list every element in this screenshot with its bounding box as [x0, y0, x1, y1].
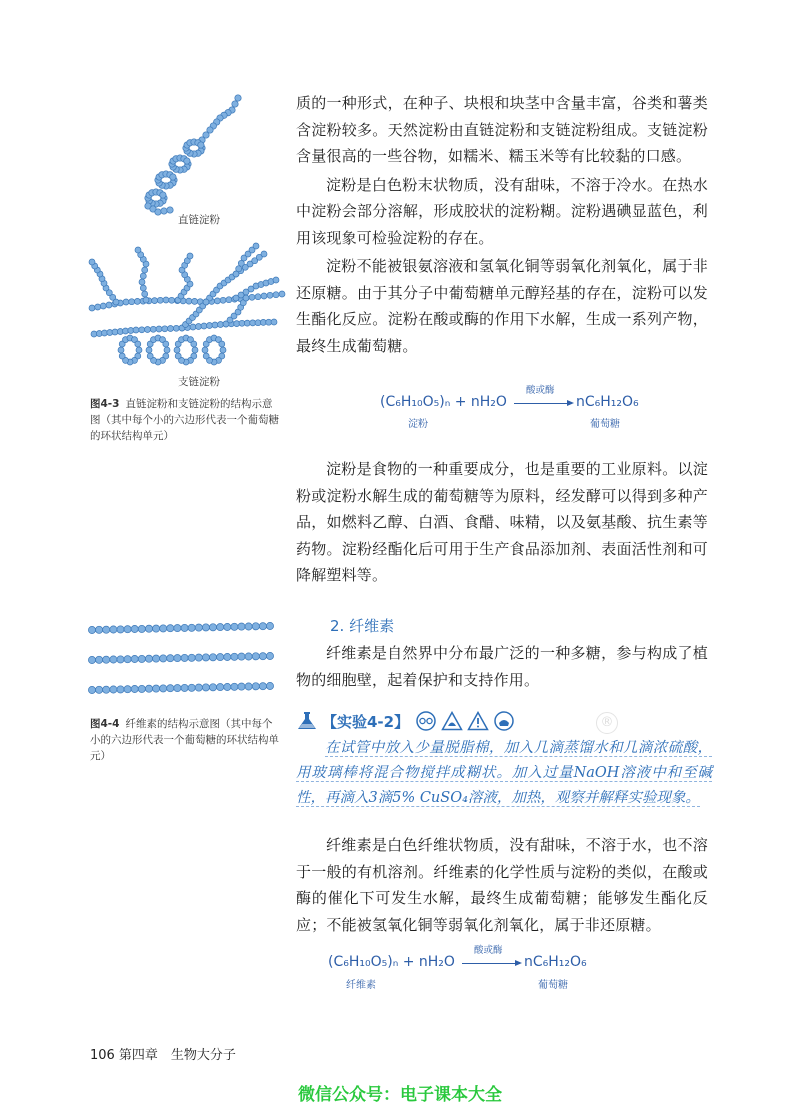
glucose-unit-icon	[188, 684, 195, 691]
glucose-unit-icon	[203, 299, 209, 305]
paragraph-cellulose-intro: 纤维素是自然界中分布最广泛的一种多糖，参与构成了植物的细胞壁，起着保护和支持作用。	[296, 644, 708, 689]
equation-condition: 酸或酶	[526, 385, 555, 396]
glucose-unit-icon	[131, 625, 138, 632]
glucose-unit-icon	[220, 297, 226, 303]
paragraph-starch-reactions: 淀粉不能被银氨溶液和氢氧化铜等弱氧化剂氧化，属于非还原糖。由于其分子中葡萄糖单元醇羟基的存在，淀粉可以发生酯化反应。淀粉在酸或酶的作用下水解，生成一系列产物，最终生成葡萄糖。	[296, 257, 708, 355]
caption-number: 图4-3	[90, 398, 120, 410]
glucose-unit-icon	[196, 324, 202, 330]
glucose-unit-icon	[131, 655, 138, 662]
glucose-unit-icon	[167, 655, 174, 662]
glucose-unit-icon	[259, 683, 266, 690]
cellulose-properties-block	[296, 832, 708, 938]
glucose-unit-icon	[217, 684, 224, 691]
glucose-unit-icon	[100, 303, 106, 309]
glucose-unit-icon	[218, 322, 224, 328]
glucose-unit-icon	[231, 623, 238, 630]
glucose-unit-icon	[167, 625, 174, 632]
glucose-unit-icon	[190, 324, 196, 330]
glucose-unit-icon	[219, 341, 225, 347]
glucose-unit-icon	[163, 297, 169, 303]
glucose-unit-icon	[117, 656, 124, 663]
glucose-unit-icon	[156, 326, 162, 332]
glucose-unit-icon	[181, 624, 188, 631]
glucose-unit-icon	[267, 292, 273, 298]
glucose-unit-icon	[224, 683, 231, 690]
glucose-unit-icon	[238, 623, 245, 630]
glucose-unit-icon	[245, 683, 252, 690]
glucose-unit-icon	[209, 624, 216, 631]
figure-4-4-caption	[90, 716, 280, 764]
glucose-unit-icon	[279, 291, 285, 297]
glucose-unit-icon	[145, 655, 152, 662]
glucose-unit-icon	[174, 685, 181, 692]
cellulose-intro-block	[296, 640, 708, 693]
glucose-unit-icon	[163, 341, 169, 347]
glucose-unit-icon	[188, 624, 195, 631]
glucose-unit-icon	[143, 297, 149, 303]
glucose-unit-icon	[89, 305, 95, 311]
paragraph-starch-properties: 淀粉是白色粉末状物质，没有甜味，不溶于冷水。在热水中淀粉会部分溶解，形成胶状的淀粉糊。淀粉遇碘显蓝色，利用该现象可检验淀粉的存在。	[296, 175, 708, 247]
caption-text: 纤维素的结构示意图（其中每个小的六边形代表一个葡萄糖的环状结构单元）	[90, 718, 279, 762]
paragraph-starch-uses: 淀粉是食物的一种重要成分，也是重要的工业原料。以淀粉或淀粉水解生成的葡萄糖等为原料，经发酵可以得到多种产品，如燃料乙醇、白酒、食醋、味精，以及氨基酸、抗生素等药物。淀粉经酯化后可用于生产食品添加剂、表面活性剂和可降解塑料等。	[296, 460, 708, 584]
glucose-unit-icon	[181, 654, 188, 661]
glucose-unit-icon	[139, 279, 145, 285]
glucose-unit-icon	[169, 297, 175, 303]
glucose-unit-icon	[134, 298, 140, 304]
glucose-unit-icon	[153, 685, 160, 692]
glucose-unit-icon	[136, 347, 142, 353]
glucose-unit-icon	[138, 625, 145, 632]
hazard-icon	[441, 711, 463, 731]
glucose-unit-icon	[106, 302, 112, 308]
page-footer	[90, 1044, 236, 1063]
caption-text: 直链淀粉和支链淀粉的结构示意图（其中每个小的六边形代表一个葡萄糖的环状结构单元）	[90, 398, 279, 442]
glucose-unit-icon	[174, 655, 181, 662]
equation-starch-hydrolysis	[380, 382, 640, 432]
glucose-unit-icon	[198, 142, 204, 148]
glucose-unit-icon	[238, 683, 245, 690]
glucose-unit-icon	[266, 652, 273, 659]
glucose-unit-icon	[139, 327, 145, 333]
glucose-unit-icon	[168, 326, 174, 332]
glucose-unit-icon	[202, 624, 209, 631]
goggles-icon	[415, 711, 437, 731]
page-number: 106	[90, 1048, 115, 1063]
equation-lhs: (C₆H₁₀O₅)ₙ + nH₂O	[380, 394, 507, 410]
glucose-unit-icon	[209, 684, 216, 691]
glucose-unit-icon	[153, 655, 160, 662]
glucose-unit-icon	[138, 655, 145, 662]
glucose-unit-icon	[161, 208, 167, 214]
glucose-unit-icon	[142, 267, 148, 273]
starch-uses-block	[296, 456, 708, 589]
glucose-unit-icon	[224, 653, 231, 660]
figure-4-3-caption	[90, 396, 280, 444]
glucose-unit-icon	[110, 626, 117, 633]
glucose-unit-icon	[252, 653, 259, 660]
glucose-unit-icon	[273, 292, 279, 298]
glucose-unit-icon	[184, 158, 190, 164]
starch-text-block	[296, 90, 708, 359]
experiment-4-2	[296, 708, 712, 811]
glucose-unit-icon	[117, 626, 124, 633]
glucose-unit-icon	[175, 353, 181, 359]
glucose-unit-icon	[160, 685, 167, 692]
handwash-icon	[493, 711, 515, 731]
glucose-unit-icon	[207, 323, 213, 329]
glucose-unit-icon	[119, 353, 125, 359]
glucose-unit-icon	[192, 347, 198, 353]
glucose-unit-icon	[147, 353, 153, 359]
experiment-header	[296, 708, 712, 734]
glucose-unit-icon	[160, 655, 167, 662]
glucose-unit-icon	[123, 299, 129, 305]
glucose-unit-icon	[88, 686, 95, 693]
glucose-unit-icon	[220, 347, 226, 353]
experiment-text	[296, 736, 712, 811]
caution-icon	[467, 711, 489, 731]
experiment-title: 【实验4-2】	[322, 712, 410, 731]
glucose-unit-icon	[273, 277, 279, 283]
glucose-unit-icon	[167, 207, 173, 213]
glucose-unit-icon	[252, 623, 259, 630]
glucose-unit-icon	[167, 685, 174, 692]
glucose-unit-icon	[261, 251, 267, 257]
equation-condition: 酸或酶	[474, 945, 503, 956]
glucose-unit-icon	[138, 685, 145, 692]
glucose-unit-icon	[245, 623, 252, 630]
glucose-unit-icon	[209, 654, 216, 661]
glucose-unit-icon	[110, 656, 117, 663]
glucose-unit-icon	[217, 624, 224, 631]
glucose-unit-icon	[146, 347, 152, 353]
chapter-title: 第四章 生物大分子	[118, 1048, 236, 1063]
glucose-unit-icon	[152, 298, 158, 304]
glucose-unit-icon	[245, 653, 252, 660]
equation-cellulose-hydrolysis	[328, 942, 588, 992]
glucose-unit-icon	[124, 626, 131, 633]
glucose-unit-icon	[89, 259, 95, 265]
glucose-unit-icon	[187, 253, 193, 259]
glucose-unit-icon	[157, 297, 163, 303]
paragraph-cellulose-properties: 纤维素是白色纤维状物质，没有甜味，不溶于水，也不溶于一般的有机溶剂。纤维素的化学性质与淀粉的类似，在酸或酶的催化下可发生水解，最终生成葡萄糖；能够发生酯化反应；不能被氢氧化铜等弱氧化剂氧化，属于非还原糖。	[296, 836, 708, 934]
glucose-unit-icon	[266, 682, 273, 689]
glucose-unit-icon	[253, 243, 259, 249]
glucose-unit-icon	[217, 654, 224, 661]
glucose-unit-icon	[174, 625, 181, 632]
label-amylopectin: 支链淀粉	[178, 376, 220, 388]
glucose-unit-icon	[266, 622, 273, 629]
glucose-unit-icon	[238, 653, 245, 660]
glucose-unit-icon	[103, 686, 110, 693]
glucose-unit-icon	[224, 623, 231, 630]
glucose-unit-icon	[124, 656, 131, 663]
equation-rhs-name: 葡萄糖	[538, 980, 568, 991]
glucose-unit-icon	[259, 623, 266, 630]
glucose-unit-icon	[192, 298, 198, 304]
glucose-unit-icon	[88, 656, 95, 663]
glucose-unit-icon	[164, 347, 170, 353]
glucose-unit-icon	[110, 686, 117, 693]
glucose-unit-icon	[181, 684, 188, 691]
glucose-unit-icon	[96, 686, 103, 693]
glucose-unit-icon	[202, 654, 209, 661]
experiment-procedure: 在试管中放入少量脱脂棉，加入几滴蒸馏水和几滴浓硫酸，用玻璃棒将混合物搅拌成糊状。加入过量NaOH溶液中和至碱性，再滴入3滴5% CuSO₄溶液，加热，观察并解释实验现象。	[296, 740, 712, 806]
glucose-unit-icon	[118, 347, 124, 353]
equation-lhs-name: 淀粉	[408, 419, 428, 430]
equation-rhs: nC₆H₁₂O₆	[524, 954, 587, 970]
glucose-unit-icon	[145, 685, 152, 692]
glucose-unit-icon	[160, 192, 166, 198]
caption-number: 图4-4	[90, 718, 120, 730]
glucose-unit-icon	[135, 341, 141, 347]
glucose-unit-icon	[160, 625, 167, 632]
glucose-unit-icon	[195, 654, 202, 661]
glucose-unit-icon	[202, 684, 209, 691]
experiment-flask-icon	[296, 711, 318, 731]
glucose-unit-icon	[170, 174, 176, 180]
glucose-unit-icon	[261, 293, 267, 299]
glucose-unit-icon	[155, 209, 161, 215]
cellulose-bead-chains	[88, 622, 273, 693]
glucose-unit-icon	[271, 319, 277, 325]
glucose-unit-icon	[96, 656, 103, 663]
equation-lhs-name: 纤维素	[346, 980, 376, 991]
glucose-unit-icon	[201, 323, 207, 329]
glucose-unit-icon	[232, 101, 238, 107]
glucose-unit-icon	[202, 347, 208, 353]
registered-mark: ®	[596, 712, 618, 734]
glucose-unit-icon	[231, 683, 238, 690]
glucose-unit-icon	[259, 653, 266, 660]
glucose-unit-icon	[131, 685, 138, 692]
glucose-unit-icon	[162, 326, 168, 332]
paragraph-starch-intro: 质的一种形式，在种子、块根和块茎中含量丰富，谷类和薯类含淀粉较多。天然淀粉由直链淀粉和支链淀粉组成。支链淀粉含量很高的一些谷物，如糯米、糯玉米等有比较黏的口感。	[296, 94, 708, 165]
glucose-unit-icon	[186, 298, 192, 304]
figure-4-3-illustration	[86, 88, 286, 388]
figure-4-4-illustration	[86, 616, 276, 706]
glucose-unit-icon	[135, 247, 141, 253]
glucose-unit-icon	[145, 625, 152, 632]
glucose-unit-icon	[203, 353, 209, 359]
glucose-unit-icon	[243, 295, 249, 301]
glucose-unit-icon	[145, 327, 151, 333]
glucose-unit-icon	[188, 654, 195, 661]
glucose-unit-icon	[195, 624, 202, 631]
glucose-unit-icon	[96, 626, 103, 633]
starch-bead-chains	[89, 95, 285, 365]
reaction-arrow-icon	[462, 963, 520, 964]
glucose-unit-icon	[226, 297, 232, 303]
glucose-unit-icon	[212, 322, 218, 328]
glucose-unit-icon	[142, 291, 148, 297]
glucose-unit-icon	[173, 325, 179, 331]
glucose-unit-icon	[140, 285, 146, 291]
glucose-unit-icon	[95, 304, 101, 310]
glucose-unit-icon	[150, 326, 156, 332]
glucose-unit-icon	[195, 684, 202, 691]
glucose-unit-icon	[140, 273, 146, 279]
glucose-unit-icon	[252, 683, 259, 690]
glucose-unit-icon	[133, 327, 139, 333]
reaction-arrow-icon	[514, 403, 572, 404]
glucose-unit-icon	[235, 95, 241, 101]
equation-rhs-name: 葡萄糖	[590, 419, 620, 430]
section-title-cellulose: 2. 纤维素	[330, 617, 395, 635]
label-amylose: 直链淀粉	[178, 214, 220, 226]
glucose-unit-icon	[255, 294, 261, 300]
glucose-unit-icon	[103, 626, 110, 633]
glucose-unit-icon	[231, 653, 238, 660]
glucose-unit-icon	[191, 341, 197, 347]
glucose-unit-icon	[117, 686, 124, 693]
glucose-unit-icon	[124, 686, 131, 693]
equation-lhs: (C₆H₁₀O₅)ₙ + nH₂O	[328, 954, 455, 970]
glucose-unit-icon	[103, 656, 110, 663]
equation-rhs: nC₆H₁₂O₆	[576, 394, 639, 410]
glucose-unit-icon	[214, 298, 220, 304]
glucose-unit-icon	[249, 294, 255, 300]
wechat-watermark: 微信公众号：电子课本大全	[298, 1085, 502, 1105]
glucose-unit-icon	[88, 626, 95, 633]
glucose-unit-icon	[174, 347, 180, 353]
glucose-unit-icon	[153, 625, 160, 632]
glucose-unit-icon	[129, 299, 135, 305]
